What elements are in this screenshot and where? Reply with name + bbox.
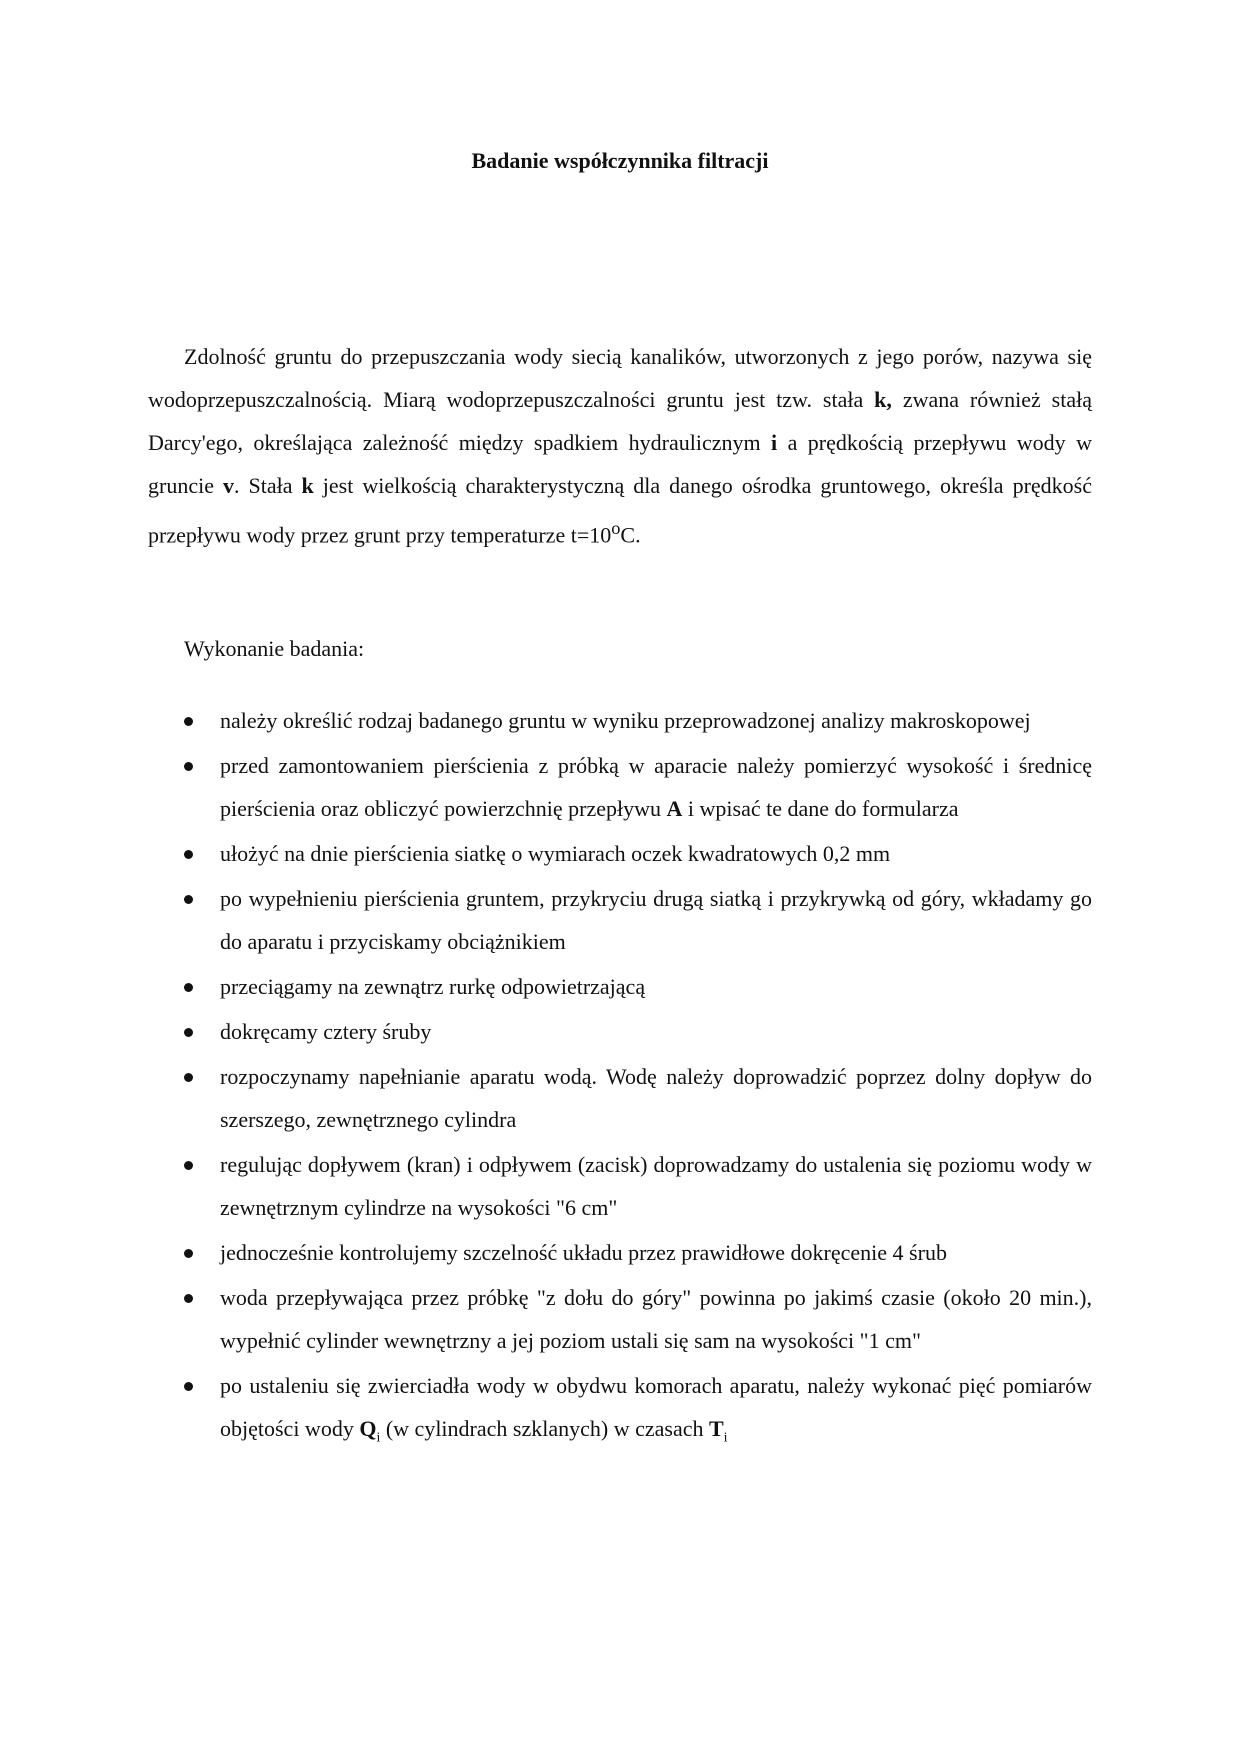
bullet-icon (184, 1073, 193, 1082)
list-item (148, 699, 1092, 742)
symbol-v: v (223, 473, 234, 498)
step-text-mid: (w cylindrach szklanych) w czasach (380, 1416, 709, 1441)
list-item (148, 1143, 1092, 1229)
bullet-icon (184, 1028, 193, 1037)
list-item (148, 965, 1092, 1008)
step-text: po wypełnieniu pierścienia gruntem, przykryciu drugą siatką i przykrywką od góry, wkładamy go do aparatu i przyciskamy obciążnikiem (220, 886, 1092, 954)
list-item (148, 1364, 1092, 1459)
symbol-q-subscript: i (376, 1430, 381, 1446)
intro-text-5: jest wielkością charakterystyczną dla danego ośrodka gruntowego, określa prędkość przepływu wody przez grunt przy temperaturze t=10 (148, 473, 1092, 548)
symbol-a: A (666, 796, 683, 821)
list-item (148, 744, 1092, 830)
intro-text-3: a prędkością przepływu wody w gruncie (148, 430, 1092, 498)
symbol-t: T (708, 1416, 724, 1441)
intro-text-6: C. (620, 522, 641, 548)
symbol-t-subscript: i (723, 1430, 728, 1446)
symbol-k: k, (874, 387, 892, 412)
procedure-steps-list (148, 699, 1092, 1461)
bullet-icon (184, 1249, 193, 1258)
section-heading: Wykonanie badania: (184, 636, 365, 661)
step-text: ułożyć na dnie pierścienia siatkę o wymiarach oczek kwadratowych 0,2 mm (220, 841, 891, 866)
step-text-tail: i wpisać te dane do formularza (682, 796, 959, 821)
bullet-icon (184, 1382, 193, 1391)
step-text: przed zamontowaniem pierścienia z próbką w aparacie należy pomierzyć wysokość i średnicę pierścienia oraz obliczyć powierzchnię przepływu (220, 753, 1092, 821)
symbol-q: Q (359, 1416, 377, 1441)
list-item (148, 1231, 1092, 1274)
bullet-icon (184, 717, 193, 726)
intro-text-4: . Stała (234, 473, 302, 498)
bullet-icon (184, 850, 193, 859)
list-item (148, 1055, 1092, 1141)
bullet-icon (184, 983, 193, 992)
step-text: przeciągamy na zewnątrz rurkę odpowietrzającą (220, 974, 646, 999)
step-text: po ustaleniu się zwierciadła wody w obydwu komorach aparatu, należy wykonać pięć pomiarów objętości wody (220, 1373, 1092, 1441)
bullet-icon (184, 1161, 193, 1170)
step-text: należy określić rodzaj badanego gruntu w wyniku przeprowadzonej analizy makroskopowej (220, 708, 1031, 733)
list-item (148, 832, 1092, 875)
list-item (148, 1010, 1092, 1053)
step-text: dokręcamy cztery śruby (220, 1019, 432, 1044)
symbol-i: i (771, 430, 778, 455)
step-text: jednocześnie kontrolujemy szczelność układu przez prawidłowe dokręcenie 4 śrub (220, 1240, 947, 1265)
symbol-k-2: k (301, 473, 314, 498)
document-title: Badanie współczynnika filtracji (471, 148, 769, 173)
bullet-icon (184, 762, 193, 771)
bullet-icon (184, 895, 193, 904)
list-item (148, 877, 1092, 963)
intro-paragraph (148, 335, 1092, 556)
intro-text-1: Zdolność gruntu do przepuszczania wody siecią kanalików, utworzonych z jego porów, nazywa się wodoprzepuszczalnością. Miarą wodoprzepuszczalności gruntu jest tzw. stała (148, 344, 1092, 412)
step-text: regulując dopływem (kran) i odpływem (zacisk) doprowadzamy do ustalenia się poziomu wody w zewnętrznym cylindrze na wysokości "6 cm" (220, 1152, 1092, 1220)
step-text: rozpoczynamy napełnianie aparatu wodą. Wodę należy doprowadzić poprzez dolny dopływ do szerszego, zewnętrznego cylindra (220, 1064, 1092, 1132)
list-item (148, 1276, 1092, 1362)
degree-sign: o (611, 518, 621, 538)
intro-text-2: zwana również stałą Darcy'ego, określająca zależność między spadkiem hydraulicznym (148, 387, 1092, 455)
step-text: woda przepływająca przez próbkę "z dołu do góry" powinna po jakimś czasie (około 20 min.), wypełnić cylinder wewnętrzny a jej poziom ustali się sam na wysokości "1 cm" (220, 1285, 1092, 1353)
bullet-icon (184, 1294, 193, 1303)
